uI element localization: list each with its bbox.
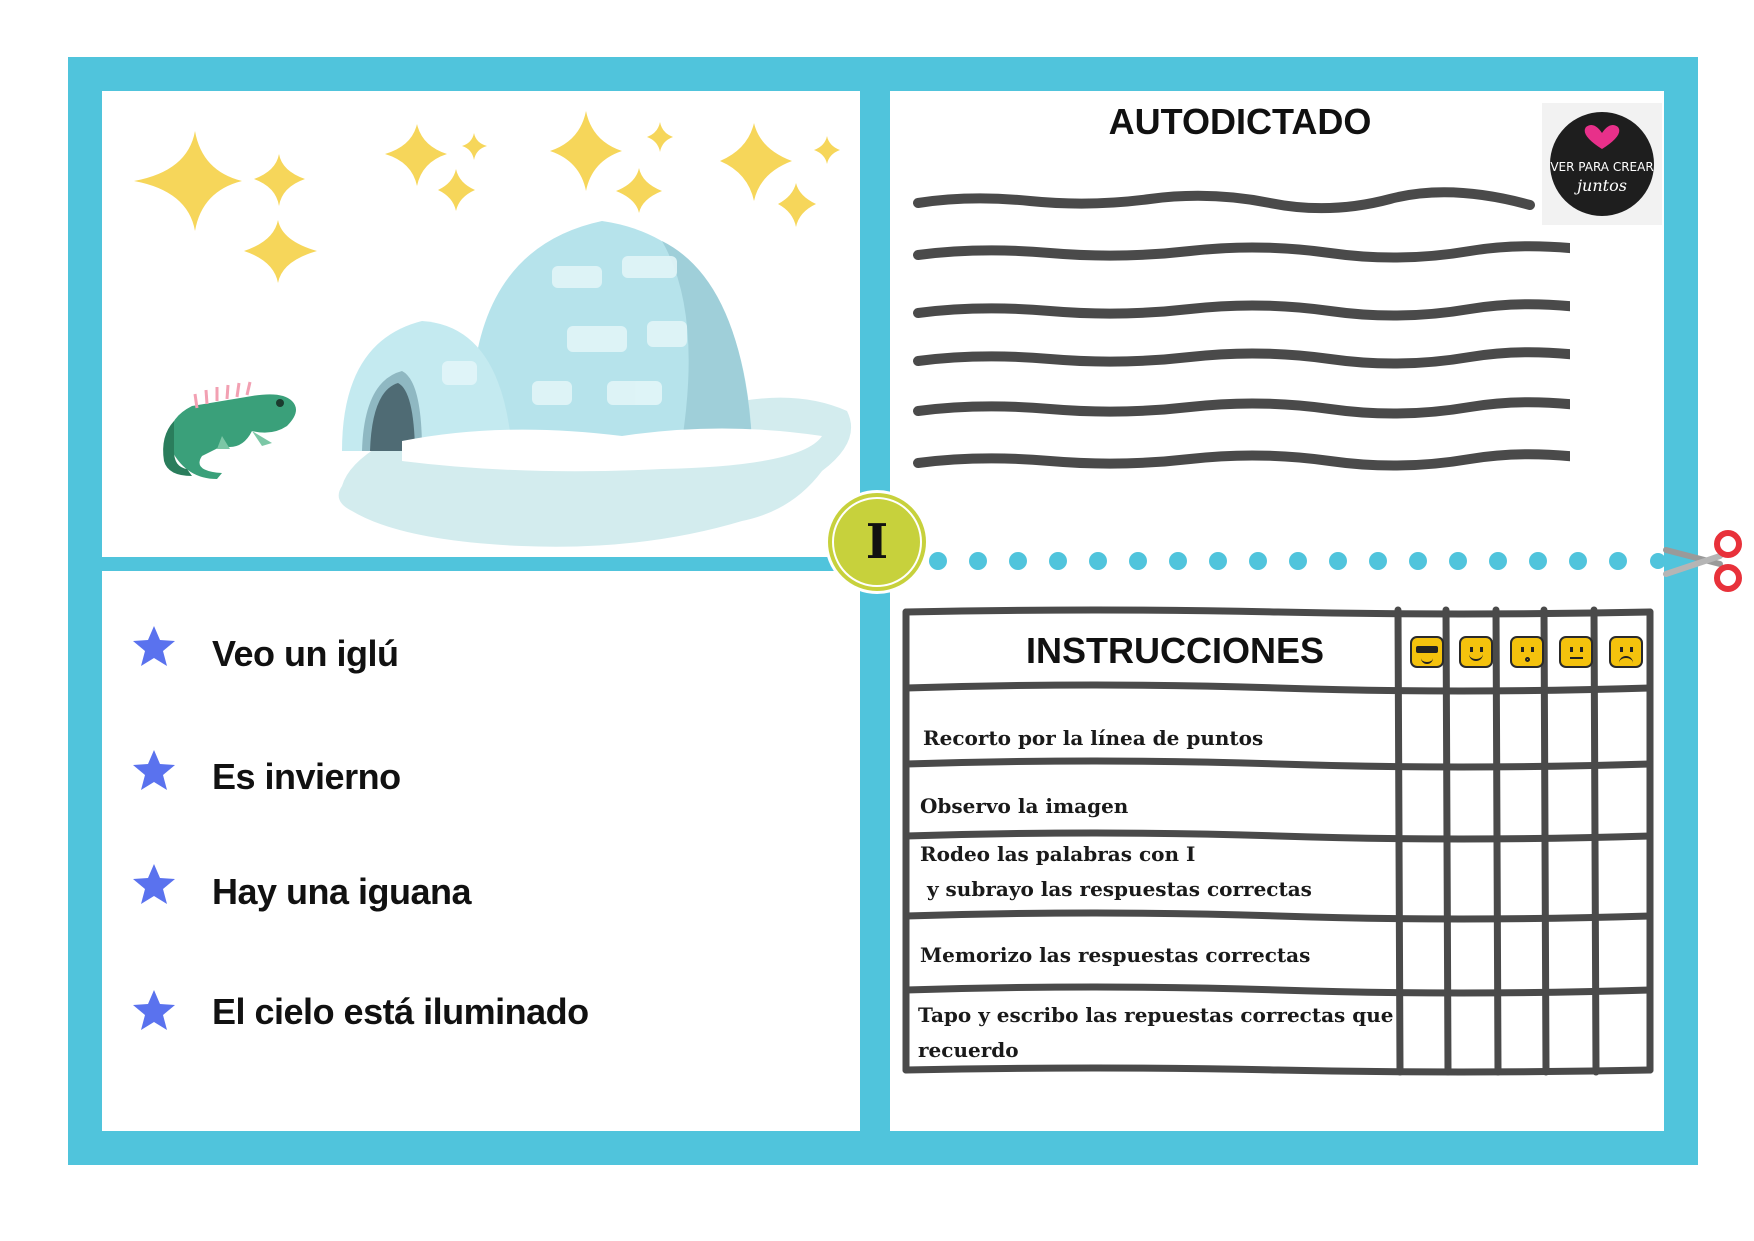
sentence-4: El cielo está iluminado [212,991,589,1032]
logo-line2: juntos [1577,176,1627,195]
scissors-icon [1662,524,1742,596]
instruction-row-4: Memorizo las respuestas correctas [920,943,1311,967]
autodictado-title: AUTODICTADO [1108,101,1372,142]
cool-face-icon [1410,636,1444,668]
neutral-face-icon [1559,636,1593,668]
logo-line1: VER PARA CREAR [1550,160,1654,174]
star-icon [132,989,176,1031]
igloo-illustration [102,91,860,557]
star-icon [132,863,176,905]
illustration-panel [102,91,860,557]
letter-badge [825,490,929,594]
iguana [163,382,296,479]
surprised-face-icon [1510,636,1544,668]
star-icon [132,625,176,667]
instructions-title: INSTRUCCIONES [1025,630,1325,671]
sentence-3: Hay una iguana [212,871,472,912]
writing-lines [890,181,1570,601]
cut-line [925,548,1665,574]
instruction-row-1: Recorto por la línea de puntos [923,726,1264,750]
star-icon [132,749,176,791]
sentence-2: Es invierno [212,756,401,797]
badge-letter: I [832,497,922,587]
smile-face-icon [1459,636,1493,668]
instruction-row-2: Observo la imagen [920,794,1129,818]
sparkle-stars [134,111,840,283]
sad-face-icon [1609,636,1643,668]
sentences-panel [102,571,860,1131]
instruction-row-5: Tapo y escribo las repuestas correctas que recuerdo [918,1003,1394,1062]
instruction-row-3: Rodeo las palabras con I y subrayo las respuestas correctas [920,842,1312,901]
sentence-1: Veo un iglú [212,633,399,674]
